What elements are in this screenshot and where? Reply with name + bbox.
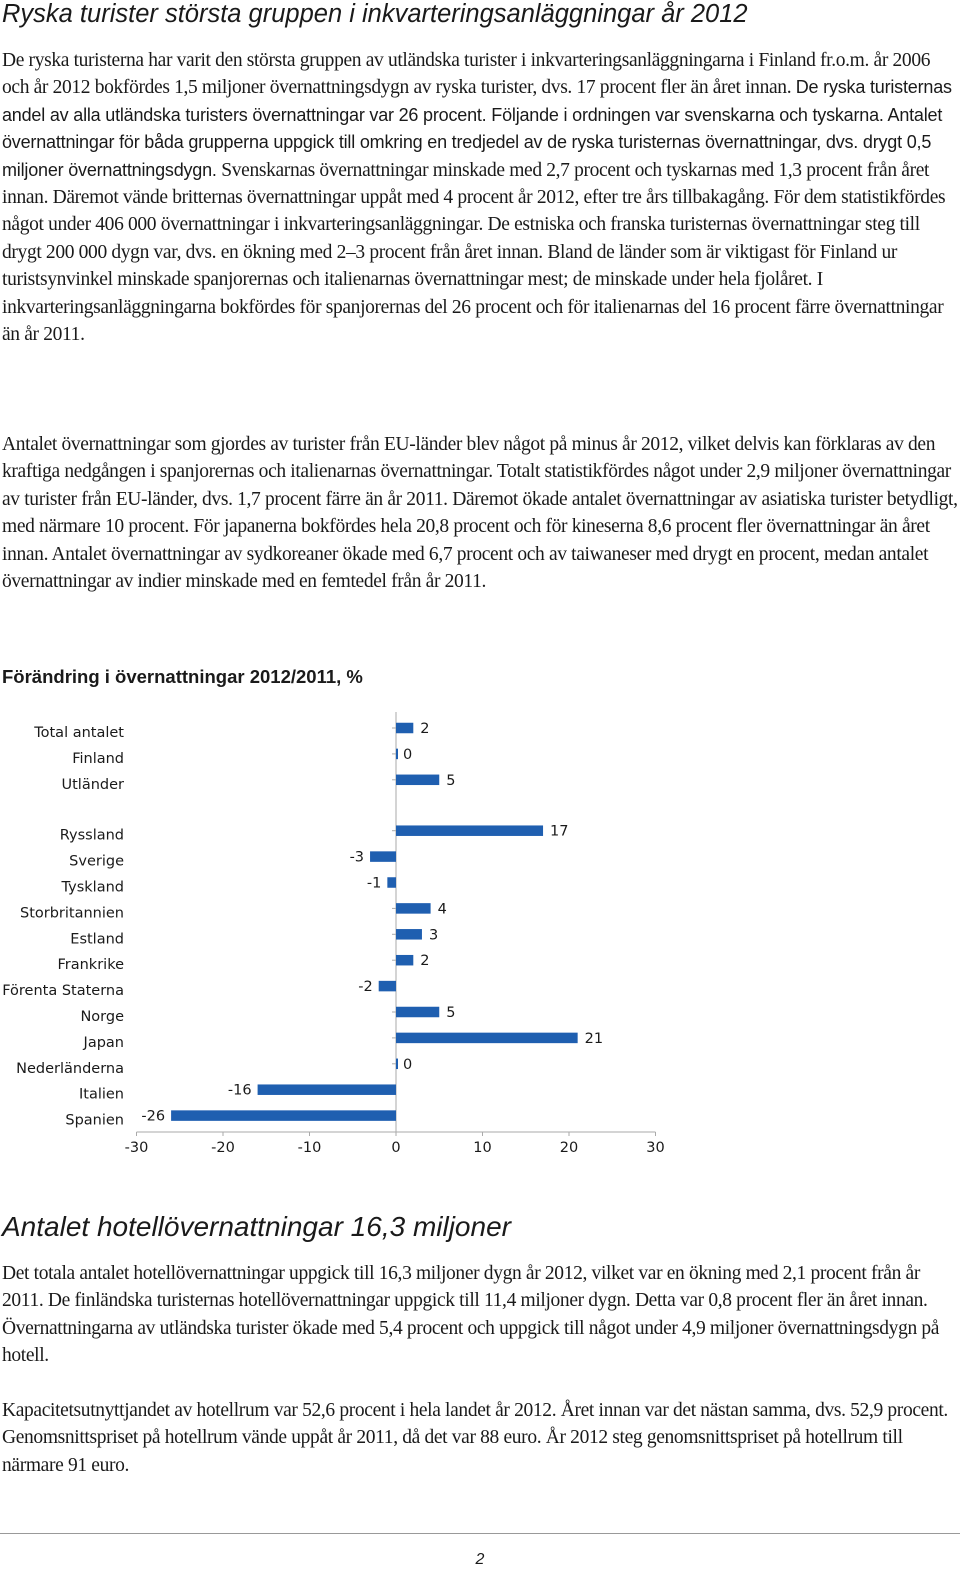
value-label: 3 xyxy=(428,927,439,944)
category-label: Finland xyxy=(72,750,124,767)
value-label: 2 xyxy=(420,953,430,970)
bar xyxy=(396,775,439,786)
category-label: Storbritannien xyxy=(19,905,124,922)
value-label: -2 xyxy=(358,979,373,996)
x-tick-label: -20 xyxy=(211,1140,235,1156)
capacity-paragraph: Kapacitetsutnyttjandet av hotellrum var 52,6 procent i hela landet år 2012. Året innan var det nästan samma, dvs. 52,9 procent. Genomsnittspriset på hotellrum vände uppåt år 2011, då det var 88 euro. År 2012 steg genomsnittspriset på hotellrum till närmare 91 euro. xyxy=(2,1400,948,1476)
bar xyxy=(396,1059,398,1070)
page-number: 2 xyxy=(475,1551,485,1568)
value-label: -1 xyxy=(366,875,382,892)
footer-divider xyxy=(0,1533,960,1534)
value-label: -16 xyxy=(227,1082,252,1099)
bar xyxy=(379,981,396,992)
bar xyxy=(396,929,422,940)
bar xyxy=(396,749,398,760)
bar xyxy=(396,1007,439,1018)
category-label: Ryssland xyxy=(59,827,124,844)
value-label: -3 xyxy=(349,849,365,866)
x-tick-label: -30 xyxy=(124,1140,149,1156)
bar xyxy=(396,903,431,914)
eu-paragraph: Antalet övernattningar som gjordes av turister från EU-länder blev något på minus år 2012, vilket delvis kan förklaras av den kraftiga nedgången i spanjorernas och italienarnas övernattningar. Totalt statistikfördes något under 2,9 miljoner övernattningar av turister från EU-länder, dvs. 1,7 procent färre än år 2011. Däremot ökade antalet övernattningar av asiatiska turister betydligt, med närmare 10 procent. För japanerna bokfördes hela 20,8 procent och för kineserna 8,6 procent fler övernattningar än året innan. Antalet övernattningar av sydkoreaner ökade med 6,7 procent och av taiwaneser med drygt en procent, medan antalet övernattningar av indier minskade med en femtedel från år 2011. xyxy=(2,434,958,593)
value-label: 5 xyxy=(446,1005,456,1021)
value-label: 4 xyxy=(437,901,447,918)
change-bar-chart xyxy=(0,700,700,1170)
value-label: 0 xyxy=(403,746,413,763)
bar xyxy=(171,1110,396,1121)
value-label: 2 xyxy=(420,721,430,737)
x-tick-label: 0 xyxy=(391,1140,401,1156)
bar xyxy=(370,851,396,862)
intro-paragraph xyxy=(2,47,960,348)
chart-title: Förändring i övernattningar 2012/2011, % xyxy=(2,666,363,687)
bar xyxy=(387,877,396,888)
value-label: 21 xyxy=(584,1030,604,1047)
bar xyxy=(396,723,413,734)
section-heading: Antalet hotellövernattningar 16,3 miljoner xyxy=(2,1211,511,1242)
x-tick-label: 30 xyxy=(646,1140,665,1156)
value-label: 0 xyxy=(403,1056,413,1073)
category-label: Japan xyxy=(83,1034,124,1051)
category-label: Norge xyxy=(80,1009,124,1025)
bar xyxy=(258,1084,396,1095)
category-label: Sverige xyxy=(69,853,124,870)
category-label: Spanien xyxy=(65,1112,124,1129)
x-tick-label: 20 xyxy=(559,1140,579,1156)
bar xyxy=(396,955,413,966)
bar xyxy=(396,1033,578,1044)
category-label: Nederländerna xyxy=(16,1060,124,1077)
value-label: -26 xyxy=(141,1108,166,1125)
hotel-paragraph: Det totala antalet hotellövernattningar uppgick till 16,3 miljoner dygn år 2012, vilket var en ökning med 2,1 procent från år 2011. De finländska turisternas hotellövernattningar uppgick till 11,4 miljoner dygn. Detta var 0,8 procent fler än året innan. Övernattningarna av utländska turister ökade med 5,4 procent och uppgick till något under 4,9 miljoner övernattningsdygn på hotell. xyxy=(2,1263,940,1367)
category-label: Frankrike xyxy=(57,957,124,974)
category-label: Utländer xyxy=(61,776,124,793)
intro-paragraph-part3: Svenskarnas övernattningar minskade med 2,7 procent och tyskarnas med 1,3 procent från året innan. Däremot vände britternas övernattningar uppåt med 4 procent år 2012, efter tre års tillbakagång. För dem statistikfördes något under 406 000 övernattningar i inkvarteringsanläggningar. De estniska och franska turisternas övernattningar steg till drygt 200 000 dygn var, dvs. en ökning med 2–3 procent från året innan. Bland de länder som är viktigast för Finland ur turistsynvinkel minskade spanjorernas och italienarnas övernattningar mest; de minskade under hela fjolåret. I inkvarteringsanläggningarna bokfördes för spanjorernas del 26 procent och för italienarnas del 16 procent färre övernattningar än år 2011. xyxy=(2,159,946,346)
intro-paragraph-part2: De ryska turisternas andel av alla utländska turisters övernattningar var 26 procent. Följande i ordningen var svenskarna och tyskarna. Antalet övernattningar för båda grupperna uppgick till omkring en tredjedel av de ryska turisternas övernattningar, dvs. drygt 0,5 miljoner övernattningsdygn. xyxy=(2,77,952,180)
x-tick-label: 10 xyxy=(473,1140,492,1156)
value-label: 5 xyxy=(446,772,456,789)
x-tick-label: -10 xyxy=(297,1140,322,1156)
page-title: Ryska turister största gruppen i inkvarteringsanläggningar år 2012 xyxy=(2,0,748,28)
category-label: Italien xyxy=(78,1086,124,1103)
category-label: Förenta Staterna xyxy=(2,983,124,1000)
bar xyxy=(396,825,543,836)
category-label: Tyskland xyxy=(61,879,124,896)
category-label: Total antalet xyxy=(34,725,124,741)
intro-paragraph-part1: De ryska turisterna har varit den största gruppen av utländska turister i inkvarteringsanläggningarna i Finland fr.o.m. år 2006 och år 2012 bokfördes 1,5 miljoner övernattningsdygn av ryska turister, dvs. 17 procent fler än året innan. xyxy=(2,50,931,99)
value-label: 17 xyxy=(550,823,569,840)
category-label: Estland xyxy=(70,931,124,948)
